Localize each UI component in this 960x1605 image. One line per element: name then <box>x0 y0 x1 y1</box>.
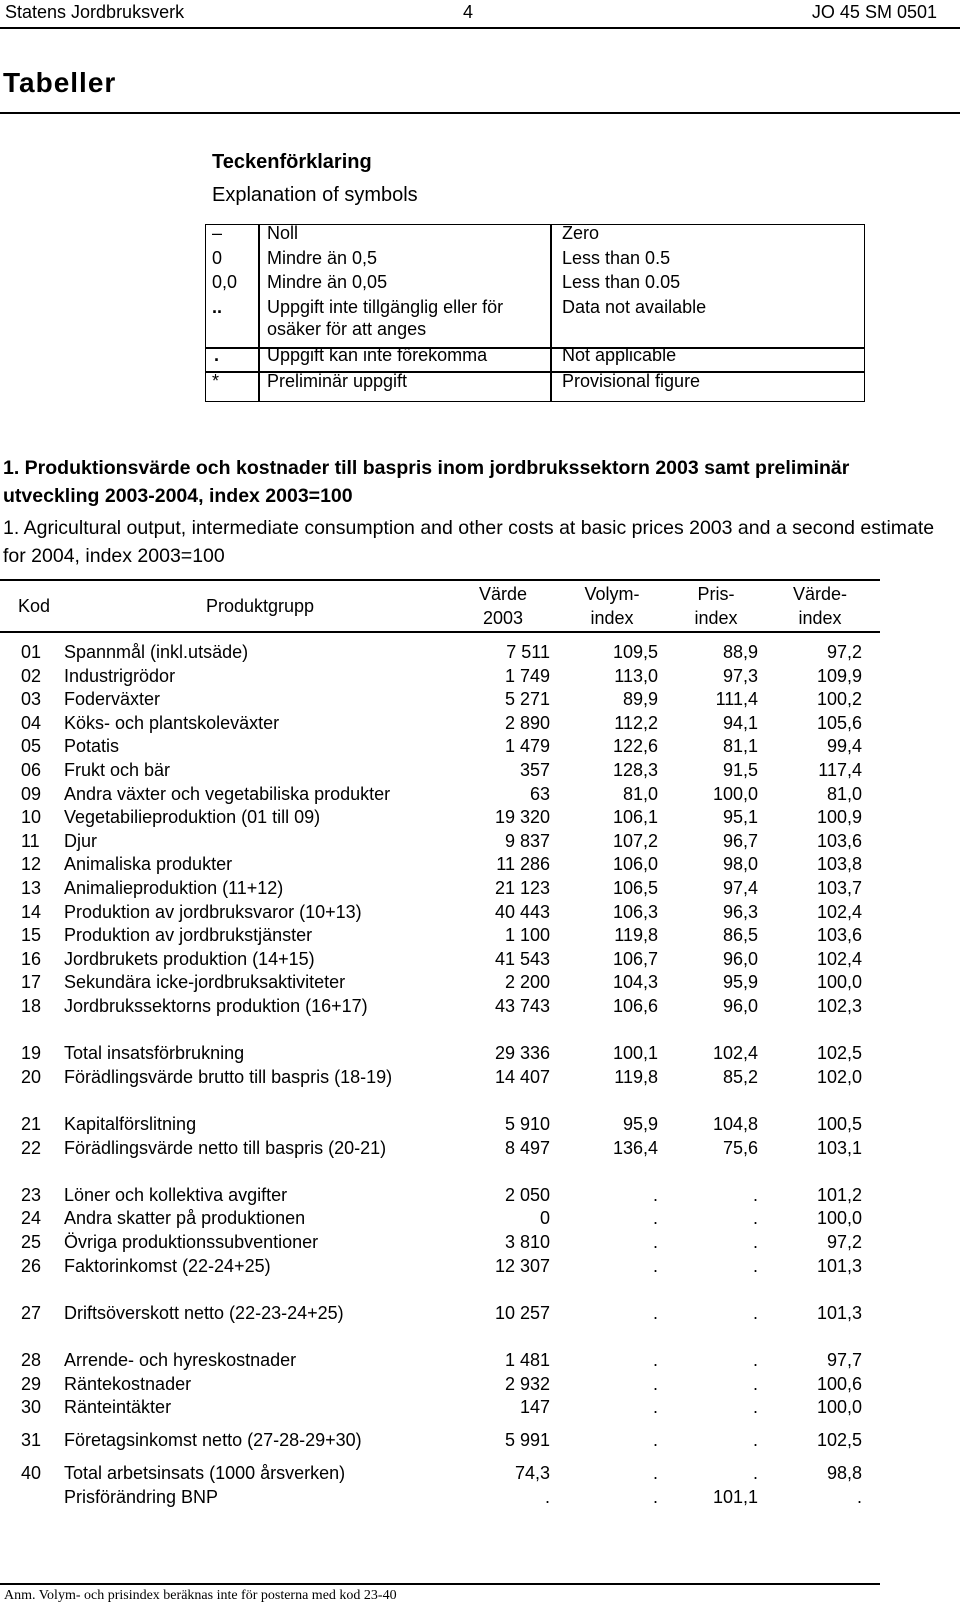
row-code: 28 <box>21 1350 42 1370</box>
row-value-2003: 41 543 <box>494 948 550 969</box>
row-price-index: . <box>752 1302 758 1323</box>
table-row <box>0 1041 880 1065</box>
table-row <box>0 1112 880 1136</box>
row-value-index: 102,0 <box>816 1066 862 1087</box>
row-product-group: Förädlingsvärde brutto till baspris (18-19) <box>64 1066 393 1087</box>
row-value-index: 103,6 <box>816 925 862 946</box>
row-volume-index: . <box>652 1208 658 1229</box>
row-code: 02 <box>21 665 42 686</box>
row-volume-index: . <box>652 1486 658 1507</box>
footnote-rule <box>0 1583 880 1585</box>
table-row <box>0 1183 880 1207</box>
row-price-index: . <box>752 1208 758 1229</box>
col-header-varde-line2: 2003 <box>482 608 524 628</box>
row-value-2003: 5 910 <box>504 1114 550 1134</box>
row-code: 40 <box>21 1463 42 1484</box>
row-code: 15 <box>21 925 42 946</box>
col-header-kod: Kod <box>17 596 51 616</box>
row-volume-index: 119,8 <box>614 925 658 946</box>
row-value-2003: 0 <box>539 1208 550 1229</box>
row-volume-index: . <box>652 1430 658 1451</box>
row-volume-index: . <box>652 1373 658 1394</box>
row-value-index: 103,8 <box>816 854 862 875</box>
legend-en: Not applicable <box>562 345 677 365</box>
table-row <box>0 1206 880 1230</box>
row-product-group: Räntekostnader <box>64 1373 192 1394</box>
row-value-2003: 9 837 <box>504 830 550 851</box>
row-value-2003: 40 443 <box>494 901 550 922</box>
row-value-index: 100,5 <box>816 1114 862 1134</box>
legend-symbol: – <box>212 223 223 243</box>
row-product-group: Djur <box>64 830 98 851</box>
row-price-index: 95,9 <box>722 972 758 993</box>
row-product-group: Total insatsförbrukning <box>64 1043 245 1064</box>
table-row <box>0 1461 880 1485</box>
row-product-group: Faktorinkomst (22-24+25) <box>64 1255 271 1276</box>
row-product-group: Total arbetsinsats (1000 årsverken) <box>64 1463 346 1484</box>
legend-sv: Uppgift kan inte förekomma <box>267 345 488 365</box>
row-value-index: 97,2 <box>826 1232 862 1252</box>
row-product-group: Vegetabilieproduktion (01 till 09) <box>64 807 321 828</box>
row-product-group: Övriga produktionssubventioner <box>64 1232 319 1252</box>
table-row <box>0 829 880 853</box>
row-price-index: 97,4 <box>722 878 758 898</box>
row-value-2003: 74,3 <box>514 1463 550 1484</box>
row-product-group: Potatis <box>64 736 120 757</box>
row-price-index: 101,1 <box>712 1486 758 1507</box>
table-title-sv: 1. Produktionsvärde och kostnader till baspris inom jordbrukssektorn 2003 samt preliminär utveckling 2003-2004, index 2003=100 <box>3 457 850 507</box>
col-header-varde-line1: Värde <box>478 584 528 604</box>
table-row <box>0 1254 880 1278</box>
row-code: 25 <box>21 1232 42 1252</box>
row-code: 09 <box>21 783 42 804</box>
row-product-group: Produktion av jordbruksvaror (10+13) <box>64 901 362 922</box>
row-price-index: 96,3 <box>722 901 758 922</box>
row-product-group: Animalieproduktion (11+12) <box>64 878 284 898</box>
row-product-group: Löner och kollektiva avgifter <box>64 1184 288 1205</box>
row-price-index: 94,1 <box>722 712 758 733</box>
table-row <box>0 970 880 994</box>
row-volume-index: 107,2 <box>612 830 658 851</box>
col-header-volymindex <box>572 582 652 630</box>
row-price-index: . <box>752 1463 758 1484</box>
row-volume-index: 106,7 <box>612 948 658 969</box>
row-price-index: 96,7 <box>722 830 758 851</box>
row-product-group: Arrende- och hyreskostnader <box>64 1350 297 1370</box>
row-code: 12 <box>21 854 42 875</box>
row-volume-index: 109,5 <box>612 642 658 662</box>
row-value-index: 103,6 <box>816 830 862 851</box>
row-value-2003: 21 123 <box>494 878 550 898</box>
row-volume-index: 122,6 <box>612 736 658 757</box>
row-volume-index: . <box>652 1232 658 1252</box>
row-volume-index: . <box>652 1184 658 1205</box>
row-code: 16 <box>21 948 42 969</box>
row-value-2003: 2 932 <box>504 1373 550 1394</box>
table-row <box>0 1395 880 1419</box>
col-header-vi-line2: index <box>798 608 842 628</box>
row-volume-index: 112,2 <box>614 712 658 733</box>
row-price-index: 97,3 <box>722 665 758 686</box>
row-volume-index: 100,1 <box>612 1043 658 1064</box>
legend-divider <box>550 225 552 401</box>
table-row <box>0 1485 880 1509</box>
row-price-index: 95,1 <box>722 807 758 828</box>
row-code: 03 <box>21 689 42 710</box>
row-product-group: Företagsinkomst netto (27-28-29+30) <box>64 1430 362 1451</box>
row-code: 05 <box>21 736 42 757</box>
legend-symbol: 0,0 <box>212 272 238 292</box>
row-price-index: 100,0 <box>712 783 758 804</box>
row-product-group: Jordbrukets produktion (14+15) <box>64 948 315 969</box>
table-row <box>0 1230 880 1254</box>
row-value-index: 102,5 <box>816 1430 862 1451</box>
row-product-group: Sekundära icke-jordbruksaktiviteter <box>64 972 346 993</box>
page-header <box>0 0 960 26</box>
table-row <box>0 1136 880 1160</box>
legend-en: Data not available <box>562 297 707 317</box>
row-code: 21 <box>21 1114 42 1134</box>
row-value-index: 100,9 <box>816 807 862 828</box>
row-code: 31 <box>21 1430 42 1451</box>
legend-sv: Mindre än 0,5 <box>267 248 378 268</box>
table-row <box>0 947 880 971</box>
section-rule <box>0 112 960 114</box>
row-value-2003: 19 320 <box>494 807 550 828</box>
table-row <box>0 758 880 782</box>
row-code: 27 <box>21 1302 42 1323</box>
table-row <box>0 782 880 806</box>
row-value-2003: . <box>544 1486 550 1507</box>
legend-divider <box>258 225 260 401</box>
row-product-group: Foderväxter <box>64 689 161 710</box>
legend-sv: Mindre än 0,05 <box>267 272 388 292</box>
row-product-group: Köks- och plantskoleväxter <box>64 712 280 733</box>
row-value-2003: 8 497 <box>504 1137 550 1158</box>
col-header-pris-line2: index <box>694 608 738 628</box>
footnote: Anm. Volym- och prisindex beräknas inte för posterna med kod 23-40 <box>4 1588 397 1603</box>
legend-table <box>205 224 865 402</box>
row-code: 18 <box>21 996 42 1016</box>
table-row <box>0 805 880 829</box>
row-value-index: 100,0 <box>816 1208 862 1229</box>
table-row <box>0 687 880 711</box>
table-row <box>0 900 880 924</box>
row-volume-index: . <box>652 1350 658 1370</box>
row-value-2003: 29 336 <box>494 1043 550 1064</box>
row-value-index: 103,1 <box>816 1137 862 1158</box>
row-volume-index: 136,4 <box>612 1137 658 1158</box>
row-product-group: Industrigrödor <box>64 665 176 686</box>
legend-symbol: .. <box>212 297 223 317</box>
row-value-index: 97,7 <box>826 1350 862 1370</box>
row-value-index: 103,7 <box>816 878 862 898</box>
row-volume-index: 95,9 <box>622 1114 658 1134</box>
row-code: 14 <box>21 901 42 922</box>
row-value-index: . <box>856 1486 862 1507</box>
row-price-index: 104,8 <box>712 1114 758 1134</box>
row-value-2003: 7 511 <box>506 642 550 662</box>
legend-sv: Noll <box>267 223 299 243</box>
row-product-group: Produktion av jordbrukstjänster <box>64 925 313 946</box>
row-value-2003: 2 200 <box>504 972 550 993</box>
row-value-index: 105,6 <box>816 712 862 733</box>
table-row <box>0 734 880 758</box>
legend-title: Teckenförklaring <box>212 151 372 173</box>
row-value-2003: 5 271 <box>504 689 550 710</box>
row-product-group: Spannmål (inkl.utsäde) <box>64 642 249 662</box>
row-product-group: Frukt och bär <box>64 760 171 780</box>
row-volume-index: 106,3 <box>612 901 658 922</box>
legend-subtitle: Explanation of symbols <box>212 184 418 206</box>
row-price-index: . <box>752 1255 758 1276</box>
row-value-2003: 357 <box>519 760 550 780</box>
row-value-index: 102,5 <box>816 1043 862 1064</box>
row-value-index: 117,4 <box>818 760 862 780</box>
row-price-index: 88,9 <box>722 642 758 662</box>
row-product-group: Ränteintäkter <box>64 1397 172 1418</box>
row-value-2003: 10 257 <box>494 1302 550 1323</box>
row-volume-index: 106,0 <box>612 854 658 875</box>
table-row <box>0 1428 880 1452</box>
row-product-group: Andra växter och vegetabiliska produkter <box>64 783 391 804</box>
legend-sv-cont: osäker för att anges <box>267 319 427 339</box>
row-volume-index: . <box>652 1463 658 1484</box>
row-code: 17 <box>21 972 42 993</box>
row-volume-index: . <box>652 1255 658 1276</box>
legend-en: Zero <box>562 223 600 243</box>
table-row <box>0 1301 880 1325</box>
legend-symbol: * <box>212 371 220 391</box>
table-header-bottom-rule <box>0 631 880 633</box>
row-volume-index: 106,6 <box>612 996 658 1016</box>
row-price-index: 98,0 <box>722 854 758 875</box>
row-code: 01 <box>21 642 42 662</box>
row-value-2003: 43 743 <box>494 996 550 1016</box>
row-code: 24 <box>21 1208 42 1229</box>
row-value-index: 102,4 <box>816 901 862 922</box>
row-value-2003: 11 286 <box>496 854 550 875</box>
legend-symbol: 0 <box>212 248 223 268</box>
row-volume-index: 81,0 <box>622 783 658 804</box>
legend-en: Provisional figure <box>562 371 701 391</box>
row-value-2003: 63 <box>529 783 550 804</box>
row-price-index: 96,0 <box>722 948 758 969</box>
header-rule <box>0 27 960 29</box>
col-header-volym-line2: index <box>590 608 634 628</box>
row-value-index: 109,9 <box>816 665 862 686</box>
table-row <box>0 1348 880 1372</box>
row-product-group: Förädlingsvärde netto till baspris (20-21) <box>64 1137 387 1158</box>
row-price-index: . <box>752 1232 758 1252</box>
row-price-index: 111,4 <box>715 689 758 710</box>
col-header-varde <box>463 582 543 630</box>
row-volume-index: 104,3 <box>612 972 658 993</box>
row-price-index: . <box>752 1397 758 1418</box>
row-value-index: 98,8 <box>826 1463 862 1484</box>
row-price-index: 75,6 <box>722 1137 758 1158</box>
row-code: 11 <box>21 830 40 851</box>
row-code: 19 <box>21 1043 42 1064</box>
row-value-index: 102,4 <box>816 948 862 969</box>
table-row <box>0 711 880 735</box>
row-product-group: Prisförändring BNP <box>64 1486 219 1507</box>
row-value-2003: 1 100 <box>504 925 550 946</box>
col-header-prisindex <box>676 582 756 630</box>
row-value-index: 81,0 <box>826 783 862 804</box>
row-value-2003: 2 050 <box>504 1184 550 1205</box>
row-value-2003: 1 481 <box>504 1350 550 1370</box>
row-code: 30 <box>21 1397 42 1418</box>
row-price-index: . <box>752 1184 758 1205</box>
row-volume-index: 106,1 <box>612 807 658 828</box>
row-volume-index: 89,9 <box>622 689 658 710</box>
row-value-2003: 147 <box>519 1397 550 1418</box>
legend-sv: Preliminär uppgift <box>267 371 408 391</box>
row-code: 23 <box>21 1184 42 1205</box>
row-volume-index: . <box>652 1302 658 1323</box>
row-value-index: 101,3 <box>816 1255 862 1276</box>
table-row <box>0 994 880 1018</box>
table-row <box>0 876 880 900</box>
row-value-index: 99,4 <box>826 736 862 757</box>
report-id: JO 45 SM 0501 <box>811 2 937 22</box>
row-value-2003: 1 749 <box>504 665 550 686</box>
row-price-index: 86,5 <box>722 925 758 946</box>
row-product-group: Kapitalförslitning <box>64 1114 197 1134</box>
row-code: 26 <box>21 1255 42 1276</box>
table-row <box>0 923 880 947</box>
col-header-pris-line1: Pris- <box>697 584 735 604</box>
legend-en: Less than 0.5 <box>562 248 671 268</box>
legend-sv: Uppgift inte tillgänglig eller för <box>267 297 504 317</box>
row-value-index: 100,2 <box>816 689 862 710</box>
row-price-index: 102,4 <box>712 1043 758 1064</box>
section-title: Tabeller <box>3 67 117 98</box>
row-value-2003: 1 479 <box>504 736 550 757</box>
table-row <box>0 1372 880 1396</box>
row-price-index: 85,2 <box>722 1066 758 1087</box>
row-code: 10 <box>21 807 42 828</box>
table-row <box>0 640 880 664</box>
agency-name: Statens Jordbruksverk <box>5 2 185 22</box>
table-title-en: 1. Agricultural output, intermediate consumption and other costs at basic prices 2003 and a second estimate for 2004, index 2003=100 <box>3 517 935 567</box>
table-row <box>0 852 880 876</box>
row-product-group: Andra skatter på produktionen <box>64 1208 306 1229</box>
col-header-vi-line1: Värde- <box>792 584 848 604</box>
row-price-index: 81,1 <box>722 736 758 757</box>
row-code: 20 <box>21 1066 42 1087</box>
row-value-index: 97,2 <box>826 642 862 662</box>
row-volume-index: 106,5 <box>612 878 658 898</box>
row-value-2003: 2 890 <box>504 712 550 733</box>
col-header-produktgrupp: Produktgrupp <box>205 596 315 616</box>
row-value-2003: 12 307 <box>494 1255 550 1276</box>
row-code: 13 <box>21 878 42 898</box>
page-number: 4 <box>463 2 474 22</box>
row-volume-index: 113,0 <box>614 665 658 686</box>
row-code: 04 <box>21 712 42 733</box>
row-value-index: 101,2 <box>816 1184 862 1205</box>
row-value-2003: 3 810 <box>504 1232 550 1252</box>
row-code: 29 <box>21 1373 42 1394</box>
row-price-index: . <box>752 1373 758 1394</box>
row-price-index: 96,0 <box>722 996 758 1016</box>
col-header-vardeindex <box>777 582 863 630</box>
row-price-index: . <box>752 1430 758 1451</box>
table-header-top-rule <box>0 579 880 581</box>
row-volume-index: 128,3 <box>612 760 658 780</box>
table-row <box>0 664 880 688</box>
row-value-index: 100,0 <box>816 1397 862 1418</box>
row-value-index: 101,3 <box>816 1302 862 1323</box>
row-value-index: 102,3 <box>816 996 862 1016</box>
row-product-group: Jordbrukssektorns produktion (16+17) <box>64 996 368 1016</box>
row-volume-index: 119,8 <box>614 1066 658 1087</box>
row-price-index: . <box>752 1350 758 1370</box>
row-code: 06 <box>21 760 42 780</box>
row-price-index: 91,5 <box>722 760 758 780</box>
row-value-index: 100,0 <box>816 972 862 993</box>
row-product-group: Animaliska produkter <box>64 854 233 875</box>
row-volume-index: . <box>652 1397 658 1418</box>
col-header-volym-line1: Volym- <box>584 584 640 604</box>
legend-en: Less than 0.05 <box>562 272 681 292</box>
row-value-index: 100,6 <box>816 1373 862 1394</box>
table-row <box>0 1065 880 1089</box>
row-value-2003: 5 991 <box>504 1430 550 1451</box>
row-product-group: Driftsöverskott netto (22-23-24+25) <box>64 1302 344 1323</box>
row-value-2003: 14 407 <box>494 1066 550 1087</box>
legend-symbol: . <box>214 345 220 365</box>
row-code: 22 <box>21 1137 42 1158</box>
